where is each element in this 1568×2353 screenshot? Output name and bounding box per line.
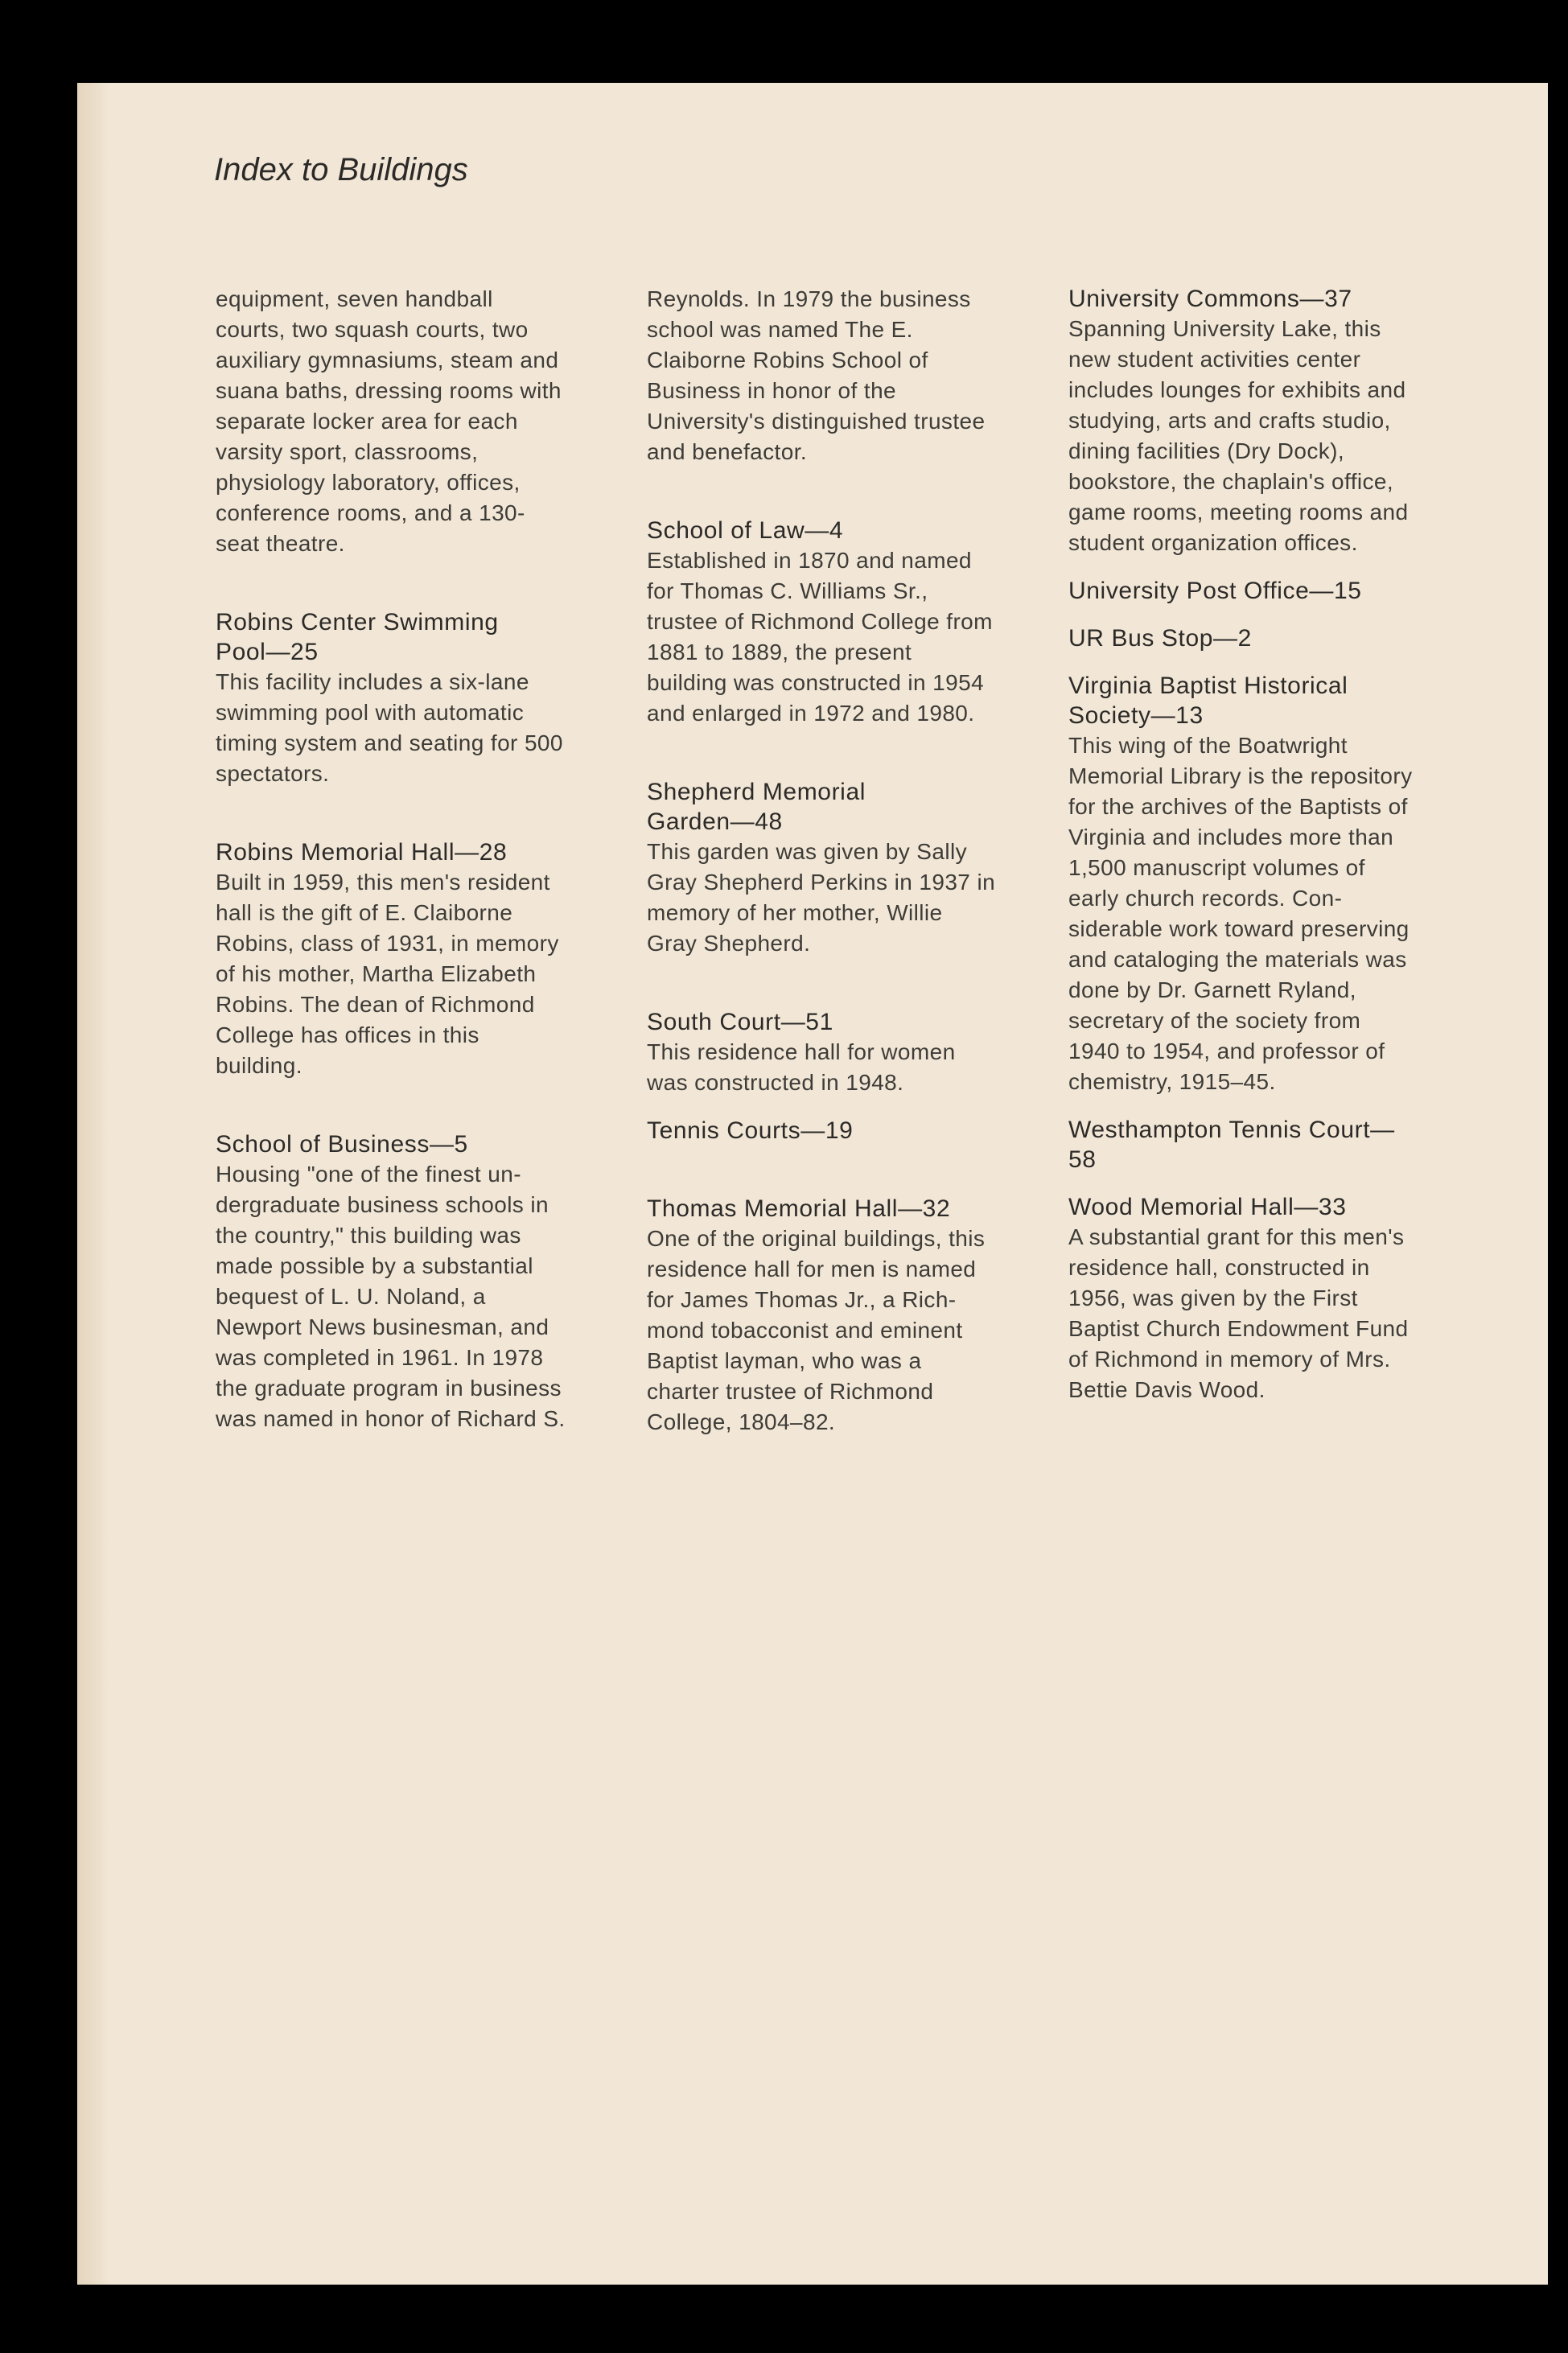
entry-title: Robins Memorial Hall—28 — [216, 839, 508, 866]
entry-school-of-business — [216, 1129, 634, 1434]
entry-title: University Commons—37 — [1068, 286, 1352, 312]
entry-south-court — [647, 1007, 1065, 1098]
entry-title: University Post Office—15 — [1068, 578, 1362, 604]
page-title: Index to Buildings — [214, 152, 468, 187]
entry-text: equipment, seven handball courts, two squash courts, two auxiliary gymnasiums, steam and suana baths, dressing rooms with separate locker area for each varsity sport, classrooms, physiology laboratory, offices, conference rooms, and a 130- seat theatre. — [216, 286, 562, 556]
entry-title: Shepherd Memorial Garden—48 — [647, 779, 866, 835]
entry-university-commons — [1068, 284, 1487, 558]
entry-title: Virginia Baptist Historical Society—13 — [1068, 673, 1348, 729]
text-column-1 — [216, 284, 634, 1483]
entry-text: This facility includes a six-lane swimming pool with automatic timing system and seating for 500 spectators. — [216, 669, 563, 786]
entry-university-post-office — [1068, 576, 1487, 606]
entry-tennis-courts — [647, 1116, 1065, 1146]
entry-text: Reynolds. In 1979 the business school was named The E. Claiborne Robins School of Business in honor of the University's distinguished trustee and benefactor. — [647, 286, 986, 464]
entry-title: Tennis Courts—19 — [647, 1117, 854, 1144]
entry-title: UR Bus Stop—2 — [1068, 625, 1252, 652]
entry-ur-bus-stop — [1068, 623, 1487, 653]
entry-robins-center-swimming-pool — [216, 607, 634, 789]
entry-text: Established in 1870 and named for Thomas C. Williams Sr., trustee of Richmond College from 1881 to 1889, the present building was constructed in 1954 and enlarged in 1972 and 1980. — [647, 548, 993, 726]
entry-wood-memorial-hall — [1068, 1192, 1487, 1405]
entry-virginia-baptist-historical-society — [1068, 671, 1487, 1097]
entry-text: Spanning University Lake, this new student activities center includes lounges for exhibits and studying, arts and crafts studio, dining facilities (Dry Dock), bookstore, the chaplain's office, game rooms, meeting rooms and student organization offices. — [1068, 316, 1409, 555]
text-column-3 — [1068, 284, 1487, 1454]
entry-robins-memorial-hall — [216, 837, 634, 1081]
entry-school-of-business-continued — [647, 284, 1065, 467]
entry-thomas-memorial-hall — [647, 1194, 1065, 1438]
entry-title: Westhampton Tennis Court— 58 — [1068, 1117, 1395, 1173]
entry-text: One of the original buildings, this residence hall for men is named for James Thomas Jr., a Rich- mond tobacconist and eminent Baptist layman, who was a charter trustee of Richmond College, 1804–82. — [647, 1226, 986, 1434]
entry-text: Housing "one of the finest un- dergraduate business schools in the country," this building was made possible by a substantial bequest of L. U. Noland, a Newport News businesman, and was completed in 1961. In 1978 the graduate program in business was named in honor of Richard S. — [216, 1162, 566, 1431]
entry-title: School of Business—5 — [216, 1131, 468, 1158]
entry-title: Wood Memorial Hall—33 — [1068, 1194, 1347, 1220]
entry-text: Built in 1959, this men's resident hall is the gift of E. Claiborne Robins, class of 1931, in memory of his mother, Martha Elizabeth Robins. The dean of Richmond College has offices in this building. — [216, 870, 559, 1078]
entry-title: South Court—51 — [647, 1009, 833, 1035]
entry-text: This residence hall for women was constructed in 1948. — [647, 1039, 956, 1095]
entry-title: Robins Center Swimming Pool—25 — [216, 609, 499, 665]
entry-title: Thomas Memorial Hall—32 — [647, 1195, 951, 1222]
entry-title: School of Law—4 — [647, 517, 844, 544]
page-spine-edge — [77, 83, 109, 2285]
entry-school-of-law — [647, 516, 1065, 729]
entry-westhampton-tennis-court — [1068, 1115, 1487, 1174]
entry-text: A substantial grant for this men's residence hall, constructed in 1956, was given by the First Baptist Church Endowment Fund of Richmond in memory of Mrs. Bettie Davis Wood. — [1068, 1224, 1409, 1402]
text-column-2 — [647, 284, 1065, 1486]
entry-text: This wing of the Boatwright Memorial Library is the repository for the archives of the Baptists of Virginia and includes more than 1,500 manuscript volumes of early church records. Con- siderable work toward preserving and cataloging the materials was done by Dr. Garnett Ryland, secretary of the society from 1940 to 1954, and professor of chemistry, 1915–45. — [1068, 733, 1413, 1094]
entry-text: This garden was given by Sally Gray Shepherd Perkins in 1937 in memory of her mother, Willie Gray Shepherd. — [647, 839, 996, 956]
book-page — [77, 83, 1548, 2285]
entry-shepherd-memorial-garden — [647, 777, 1065, 959]
entry-robins-center-continued — [216, 284, 634, 559]
